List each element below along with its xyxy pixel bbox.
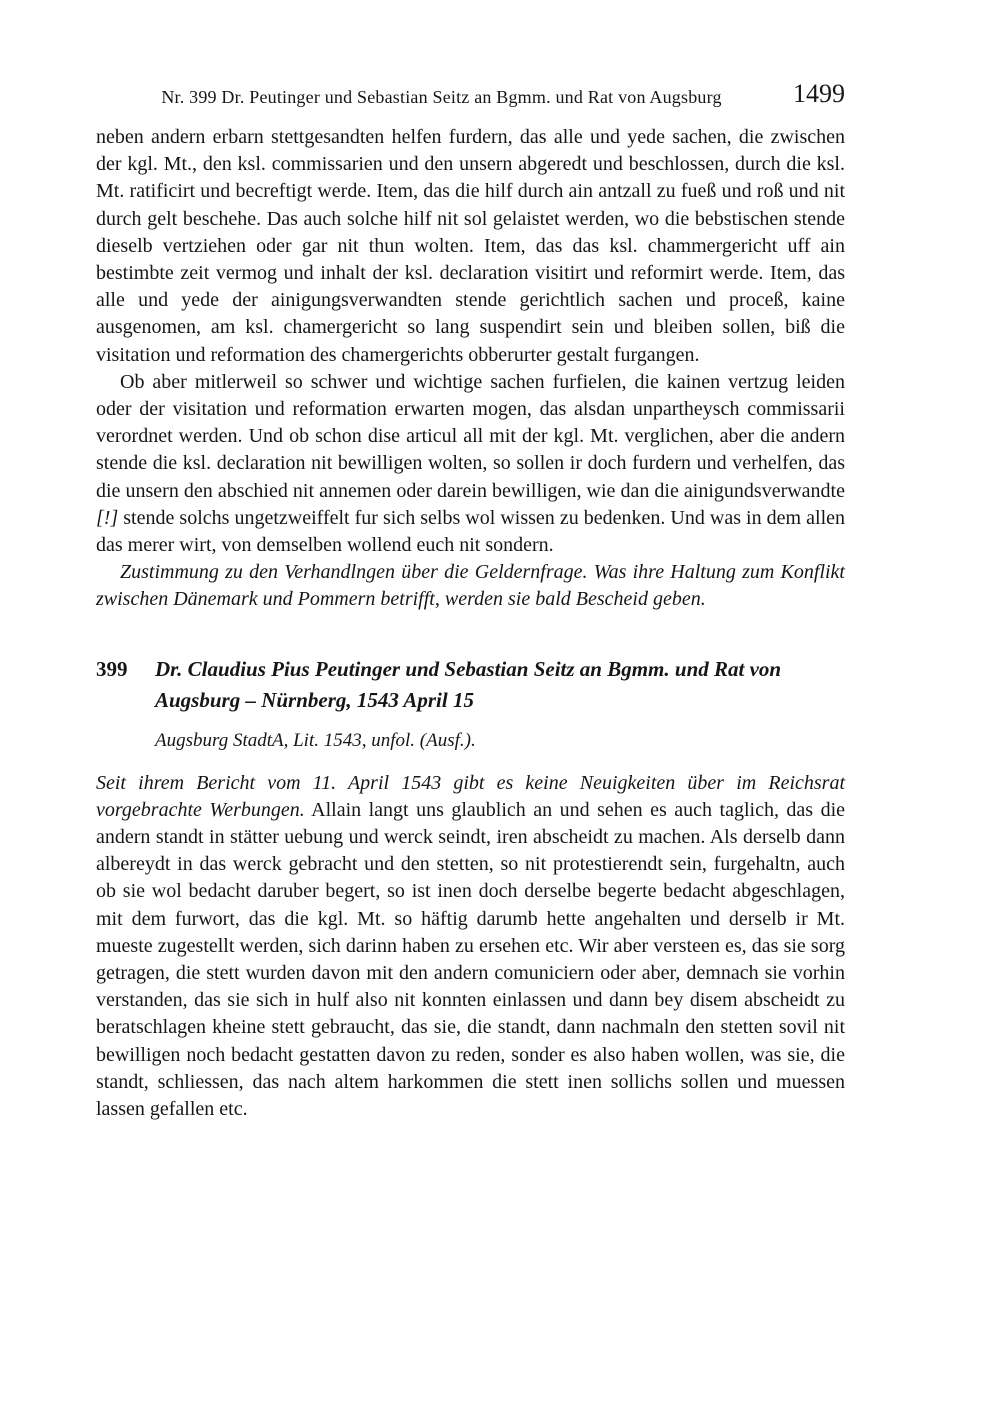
paragraph-text: stende solchs ungetzweiffelt fur sich selbs wol wissen zu bedenken. Und was in dem allen das merer wirt, von demselben wollend euch nit sondern. (96, 506, 845, 557)
letter-398-paragraph-2 (96, 369, 845, 559)
regest-text: Seit ihrem Bericht vom 11. April 1543 gibt es keine Neuigkeiten über im Reichsrat vorgebrachte Werbungen. (96, 771, 845, 821)
running-title: Nr. 399 Dr. Peutinger und Sebastian Seitz an Bgmm. und Rat von Augsburg (161, 87, 722, 107)
archive-source-line (155, 729, 845, 753)
regest-text: Zustimmung zu den Verhandlngen über die Geldernfrage. Was ihre Haltung zum Konflikt zwischen Dänemark und Pommern betrifft, werden sie bald Bescheid geben. (96, 561, 845, 611)
running-header (96, 80, 845, 112)
letter-398-regest (96, 559, 845, 613)
page-number: 1499 (793, 79, 845, 108)
paragraph-text: Ob aber mitlerweil so schwer und wichtige sachen furfielen, die kainen vertzug leiden oder der visitation und reformation erwarten mogen, das alsdan unpartheysch commissarii verordnet werden. Und ob schon dise articul all mit der kgl. Mt. verglichen, aber die andern stende die ksl. declaration nit bewilligen wolten, so sollen ir doch furdern und verhelfen, das die unsern den abschied nit annemen oder darein bewilligen, wie dan die ainigundsverwandte (96, 370, 845, 502)
source-text: Augsburg StadtA, Lit. 1543, unfol. (Ausf.). (155, 729, 476, 751)
letter-title: Dr. Claudius Pius Peutinger und Sebastian Seitz an Bgmm. und Rat von Augsburg – Nürnberg, 1543 April 15 (155, 656, 782, 712)
letter-398-paragraph-continuation (96, 124, 845, 369)
sic-marker: [!] (96, 506, 119, 529)
letter-body-text: Allain langt uns glaublich an und sehen es auch taglich, das die andern standt in stätter uebung und werck seindt, iren abscheidt zu machen. Als derselb dann albereydt in das werck gebracht und den stetten, so nit protestierendt sein, furgehaltn, auch ob sie wol bedacht daruber begert, so ist inen doch derselbe begerte bedacht abgeschlagen, mit dem furwort, das die kgl. Mt. so häftig darumb hette angehalten und derselb ir Mt. mueste zugestellt werden, sich darinn haben zu ersehen etc. Wir aber versteen es, das sie sorg getragen, die stett wurden davon mit den andern comuniciern oder aber, demnach sie vorhin verstanden, das sie sich in hulf also nit konnten einlassen und dann bey disem abscheidt zu beratschlagen kheine stett gebraucht, das sie, die standt, dann nachmaln den stetten sovil nit bewilligen noch bedacht gestatten davon zu reden, sonder es also haben wollen, was sie, die standt, schliessen, das nach altem harkommen die stett inen sollichs sollen und muessen lassen gefallen etc. (96, 798, 846, 1121)
text-block (96, 80, 845, 1123)
letter-399-body (96, 770, 845, 1124)
letter-399-heading (96, 654, 845, 716)
letter-number: 399 (96, 656, 128, 681)
paragraph-text: neben andern erbarn stettgesandten helfen furdern, das alle und yede sachen, die zwischen der kgl. Mt., den ksl. commissarien und den unsern abgeredt und beschlossen, durch die ksl. Mt. ratificirt und becreftigt werde. Item, das die hilf durch ain antzall zu fueß und roß und nit durch gelt beschehe. Das auch solche hilf nit sol gelaistet werden, wo die bebstischen stende dieselb vertziehen oder gar nit thun wolten. Item, das das ksl. chammergericht uff ain bestimbte zeit vermog und inhalt der ksl. declaration visitirt und reformirt werde. Item, das alle und yede der ainigungsverwandten stende gerichtlich sachen und proceß, kaine ausgenomen, am ksl. chamergericht so lang suspendirt sein und bleiben sollen, biß die visitation und reformation des chamergerichts obberurter gestalt furgangen. (96, 126, 845, 366)
